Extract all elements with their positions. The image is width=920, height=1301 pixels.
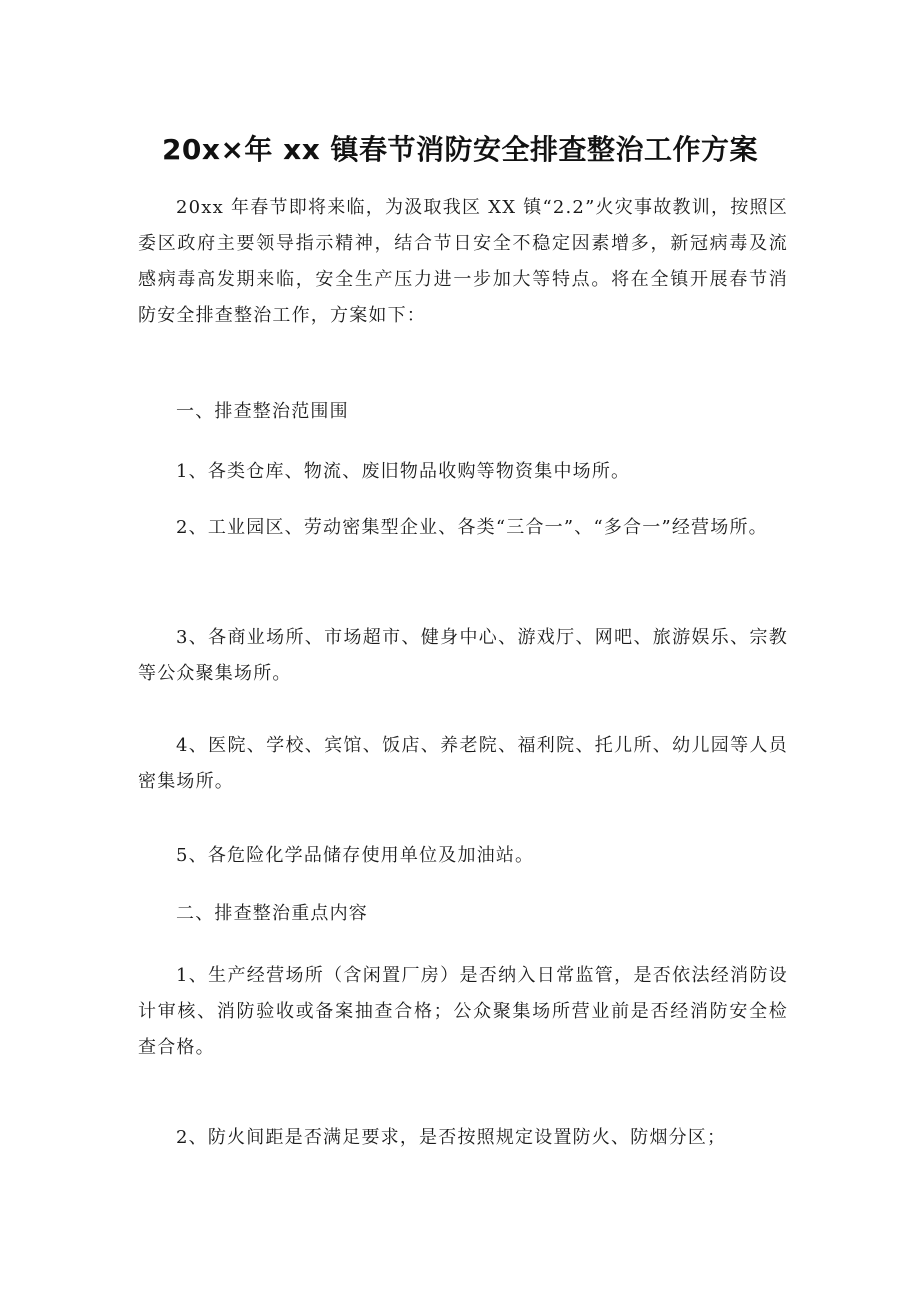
section2-heading: 二、排查整治重点内容 xyxy=(176,903,368,924)
section2-item-1: 1、生产经营场所（含闲置厂房）是否纳入日常监管，是否依法经消防设计审核、消防验收或备案抽查合格；公众聚集场所营业前是否经消防安全检查合格。 xyxy=(138,965,788,1058)
intro-paragraph: 20xx 年春节即将来临，为汲取我区 XX 镇“2.2”火灾事故教训，按照区委区政府主要领导指示精神，结合节日安全不稳定因素增多，新冠病毒及流感病毒高发期来临，安全生产压力进一步加大等特点。将在全镇开展春节消防安全排查整治工作，方案如下： xyxy=(138,197,788,326)
section1-item-1: 1、各类仓库、物流、废旧物品收购等物资集中场所。 xyxy=(176,461,631,482)
section1-item-4: 4、医院、学校、宾馆、饭店、养老院、福利院、托儿所、幼儿园等人员密集场所。 xyxy=(138,735,788,792)
document-title: 20x×年 xx 镇春节消防安全排查整治工作方案 xyxy=(161,133,759,166)
section1-heading: 一、排查整治范围围 xyxy=(176,401,349,422)
section2-item-2: 2、防火间距是否满足要求，是否按照规定设置防火、防烟分区； xyxy=(176,1127,727,1148)
section1-item-2: 2、工业园区、劳动密集型企业、各类“三合一”、“多合一”经营场所。 xyxy=(176,517,768,538)
section1-item-5: 5、各危险化学品储存使用单位及加油站。 xyxy=(176,845,535,866)
section1-item-3: 3、各商业场所、市场超市、健身中心、游戏厅、网吧、旅游娱乐、宗教等公众聚集场所。 xyxy=(138,627,788,684)
